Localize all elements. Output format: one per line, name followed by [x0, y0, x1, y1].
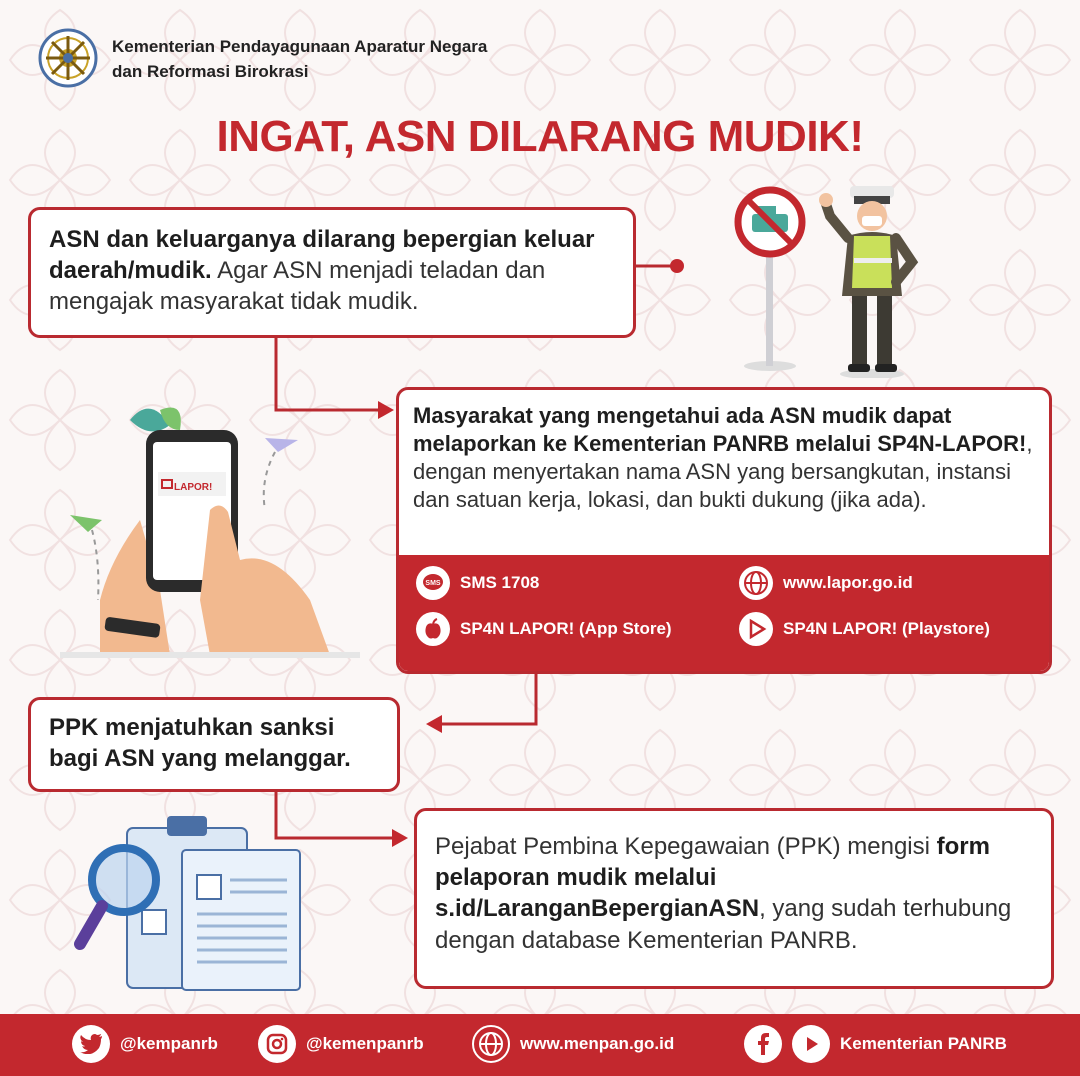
instagram-icon: [258, 1025, 296, 1063]
sms-icon-label: SMS: [425, 580, 441, 587]
step3-bold-text: PPK menjatuhkan sanksi bagi ASN yang melanggar.: [49, 714, 351, 773]
website-url: www.menpan.go.id: [520, 1034, 675, 1053]
twitter-link[interactable]: [72, 1025, 218, 1063]
org-name-line2: dan Reformasi Birokrasi: [112, 62, 309, 81]
step2-text: , dengan menyertakan nama ASN yang bersangkutan, instansi dan satuan kerja, lokasi, dan bukti dukung (jika ada).: [413, 431, 1033, 513]
phone-hand-illustration: [60, 400, 360, 660]
globe-icon: [472, 1025, 510, 1063]
step1-box: [28, 207, 636, 338]
twitter-handle: @kempanrb: [120, 1034, 218, 1053]
page-title: INGAT, ASN DILARANG MUDIK!: [216, 112, 864, 161]
apple-icon: [416, 612, 450, 646]
step4-box: [414, 808, 1054, 989]
instagram-link[interactable]: [258, 1025, 424, 1063]
step4-text-start: Pejabat Pembina Kepegawaian (PPK) mengisi: [435, 833, 937, 860]
police-traffic-sign-illustration: [730, 178, 940, 378]
playstore-channel-text: SP4N LAPOR! (Playstore): [783, 619, 990, 638]
instagram-handle: @kemenpanrb: [306, 1034, 424, 1053]
clipboard-magnifier-illustration: [72, 810, 312, 1000]
step3-box: [28, 697, 400, 792]
step4-bold-text: form pelaporan mudik melalui s.id/LaranganBepergianASN: [435, 833, 990, 923]
twitter-icon: [72, 1025, 110, 1063]
step2-box: [396, 387, 1052, 674]
facebook-youtube-link[interactable]: [744, 1025, 1007, 1063]
appstore-channel-text: SP4N LAPOR! (App Store): [460, 619, 672, 638]
sms-icon: [416, 566, 450, 600]
step1-text: Agar ASN menjadi teladan dan mengajak masyarakat tidak mudik.: [49, 257, 546, 316]
youtube-icon: [792, 1025, 830, 1063]
org-name-line1: Kementerian Pendayagunaan Aparatur Negara: [112, 37, 488, 56]
website-link[interactable]: [472, 1025, 674, 1063]
step4-text-end: , yang sudah terhubung dengan database Kementerian PANRB.: [435, 895, 1012, 954]
facebook-icon: [744, 1025, 782, 1063]
facebook-youtube-name: Kementerian PANRB: [840, 1034, 1007, 1053]
sms-channel-text: SMS 1708: [460, 573, 540, 592]
web-channel-text: www.lapor.go.id: [783, 573, 913, 592]
playstore-channel: [739, 612, 990, 646]
sms-channel: [416, 566, 539, 600]
phone-app-label: LAPOR!: [174, 482, 213, 493]
step1-bold-text: ASN dan keluarganya dilarang bepergian keluar daerah/mudik.: [49, 226, 595, 285]
report-channels-band: [399, 555, 1049, 671]
globe-icon: [739, 566, 773, 600]
play-icon: [739, 612, 773, 646]
web-channel: [739, 566, 913, 600]
step2-bold-text: Masyarakat yang mengetahui ada ASN mudik dapat melaporkan ke Kementerian PANRB melalui SP4N-LAPOR!: [413, 403, 1027, 457]
appstore-channel: [416, 612, 672, 646]
